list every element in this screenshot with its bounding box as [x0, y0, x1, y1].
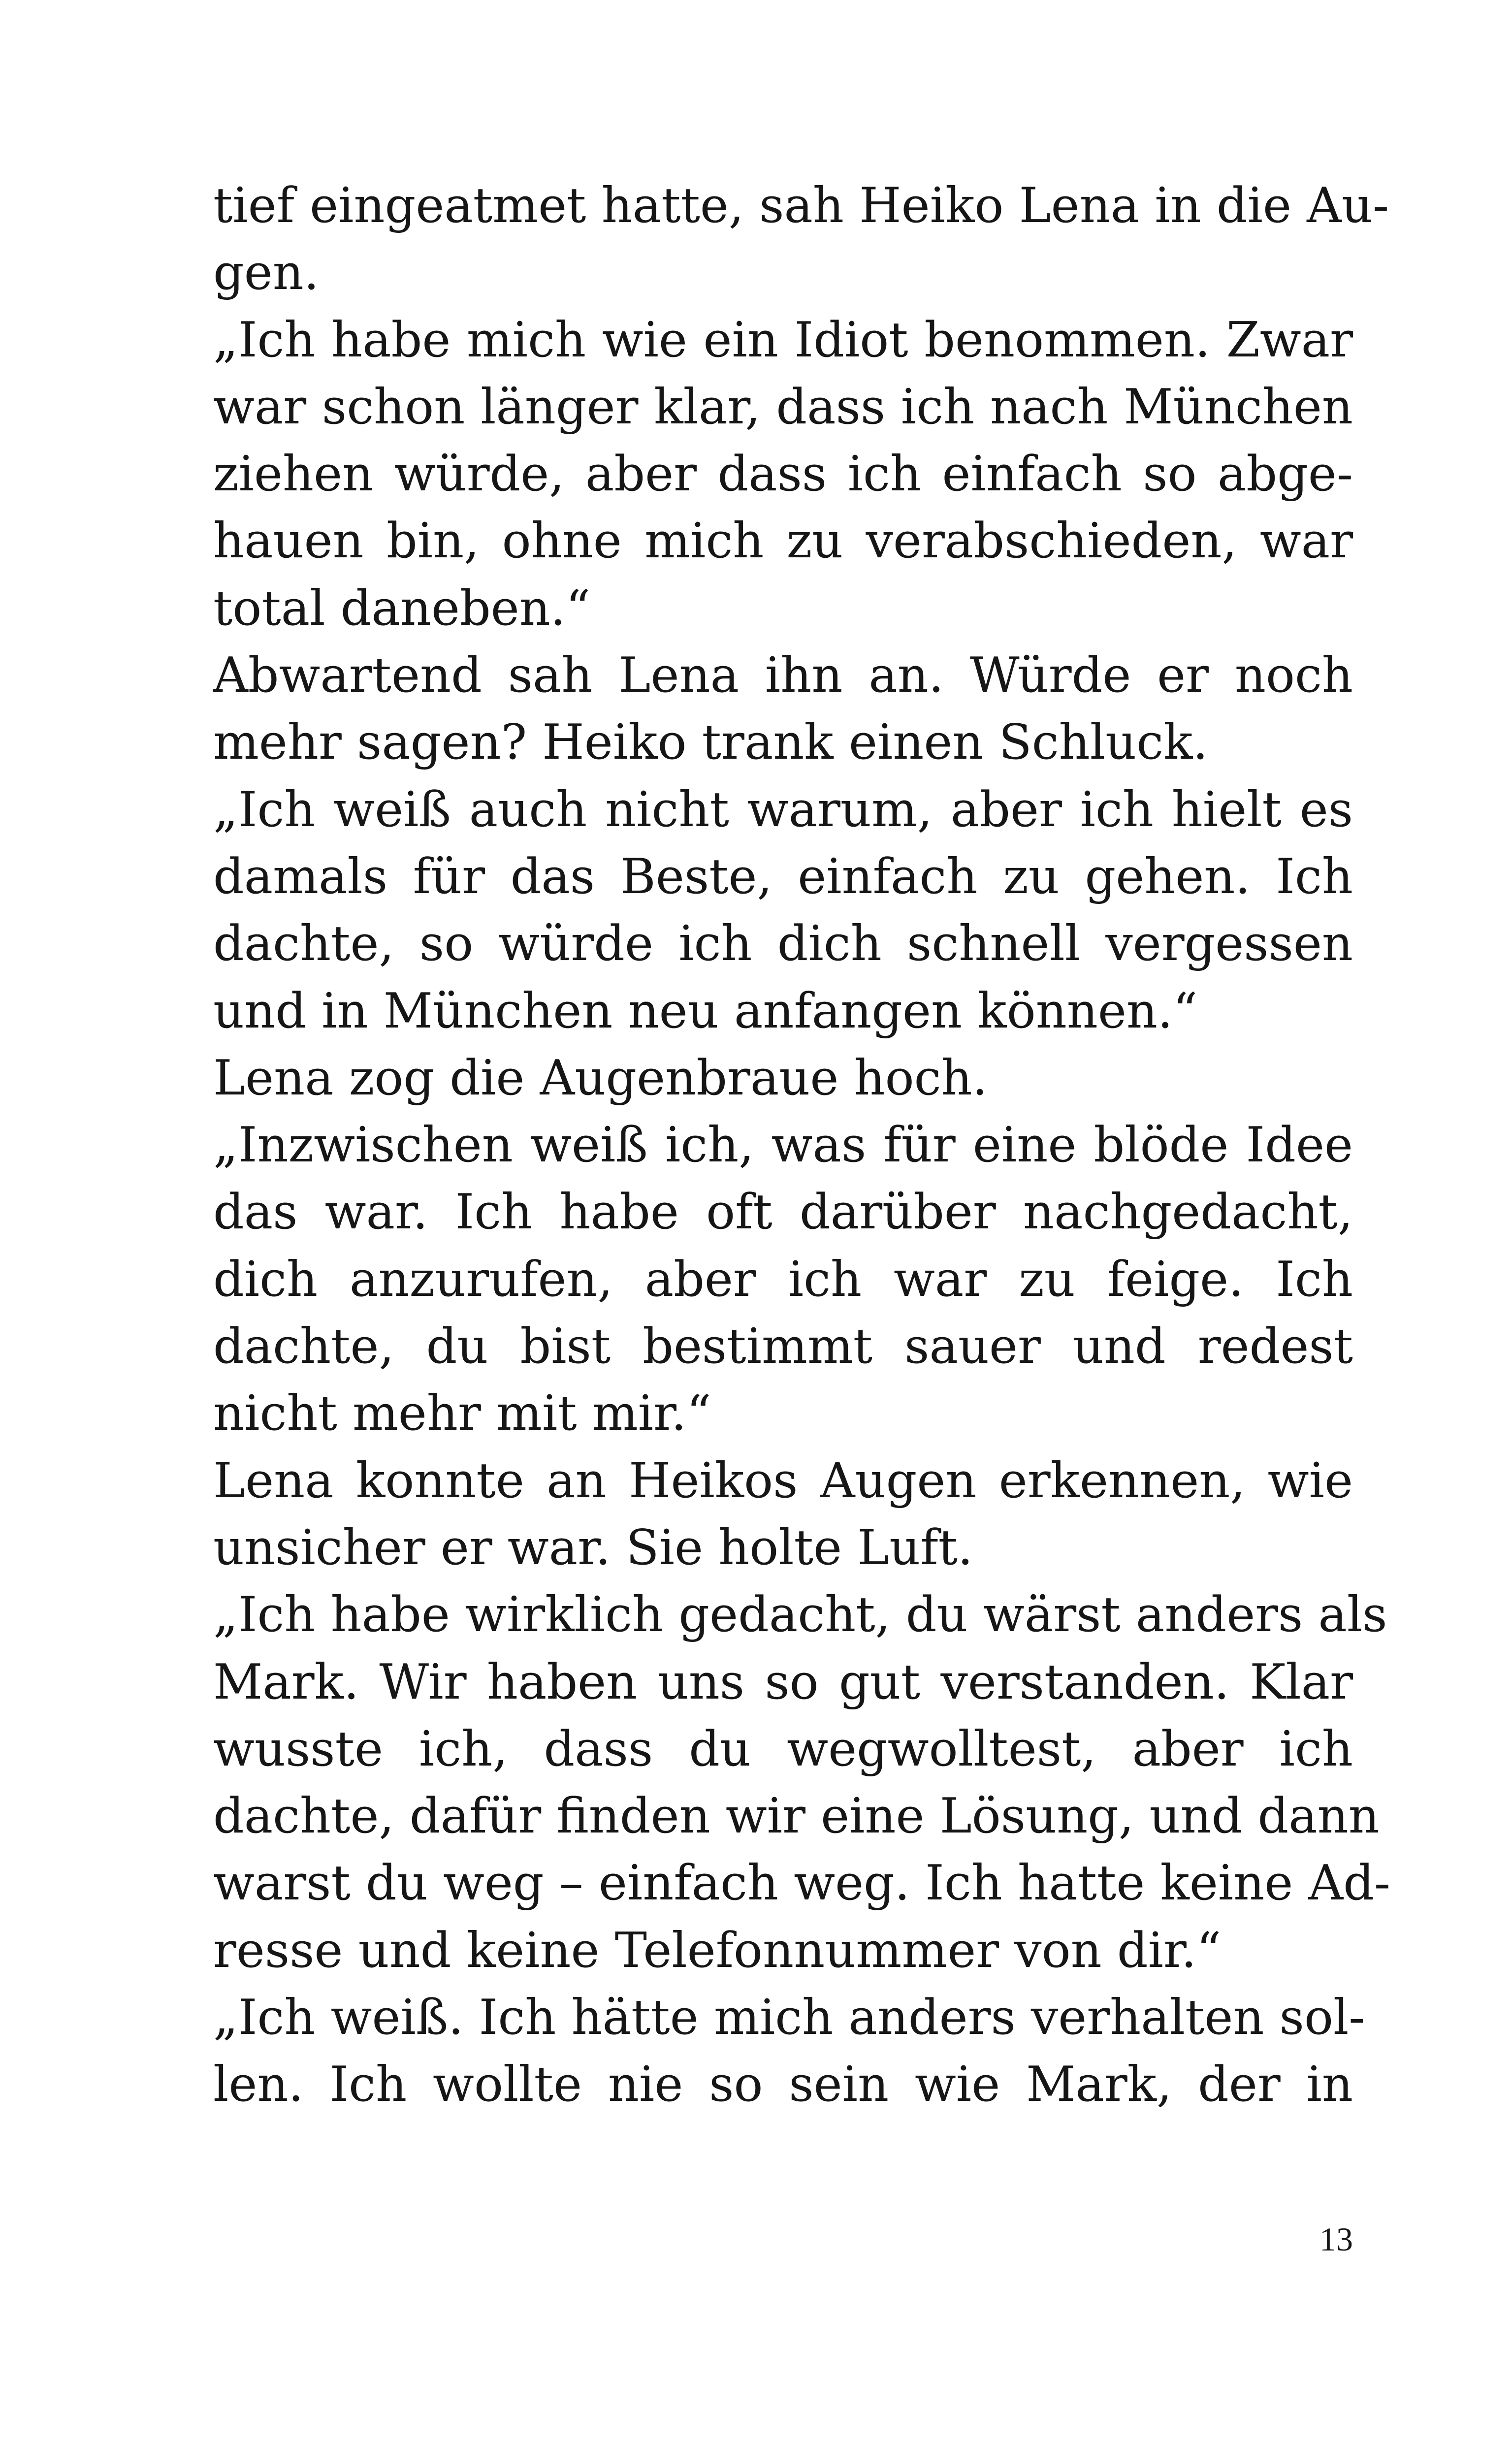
text-line: mehr sagen? Heiko trank einen Schluck.: [213, 714, 1208, 771]
text-line: warst du weg – einfach weg. Ich hatte keine Ad-: [213, 1855, 1391, 1912]
text-line: „Ich weiß auch nicht warum, aber ich hielt es: [213, 781, 1353, 838]
text-line: Lena konnte an Heikos Augen erkennen, wie: [213, 1452, 1353, 1509]
text-line: „Inzwischen weiß ich, was für eine blöde Idee: [213, 1117, 1353, 1174]
text-line: Lena zog die Augenbraue hoch.: [213, 1050, 988, 1106]
text-line: „Ich habe mich wie ein Idiot benommen. Zwar: [213, 312, 1353, 368]
text-line: nicht mehr mit mir.“: [213, 1385, 711, 1442]
page-number: 13: [1319, 2220, 1353, 2258]
text-line: wusste ich, dass du wegwolltest, aber ich: [213, 1721, 1353, 1777]
text-line: Abwartend sah Lena ihn an. Würde er noch: [213, 647, 1353, 704]
text-line: len. Ich wollte nie so sein wie Mark, der in: [213, 2057, 1353, 2113]
text-line: damals für das Beste, einfach zu gehen. Ich: [213, 848, 1353, 905]
text-line: „Ich habe wirklich gedacht, du wärst anders als: [213, 1587, 1387, 1643]
text-line: total daneben.“: [213, 580, 591, 637]
text-line: ziehen würde, aber dass ich einfach so abge-: [213, 446, 1353, 503]
text-line: Mark. Wir haben uns so gut verstanden. Klar: [213, 1654, 1353, 1710]
text-line: war schon länger klar, dass ich nach München: [213, 379, 1353, 435]
text-line: dachte, dafür finden wir eine Lösung, und dann: [213, 1788, 1380, 1845]
body-text: [213, 172, 1391, 2119]
text-line: dich anzurufen, aber ich war zu feige. Ich: [213, 1251, 1353, 1308]
text-line: dachte, du bist bestimmt sauer und redest: [213, 1318, 1353, 1375]
text-line: dachte, so würde ich dich schnell vergessen: [213, 916, 1353, 972]
text-line: hauen bin, ohne mich zu verabschieden, war: [213, 513, 1353, 570]
text-line: gen.: [213, 245, 319, 301]
text-line: resse und keine Telefonnummer von dir.“: [213, 1922, 1222, 1979]
text-line: unsicher er war. Sie holte Luft.: [213, 1519, 973, 1576]
text-line: tief eingeatmet hatte, sah Heiko Lena in die Au-: [213, 178, 1389, 234]
text-line: und in München neu anfangen können.“: [213, 983, 1198, 1039]
text-line: „Ich weiß. Ich hätte mich anders verhalten sol-: [213, 1990, 1365, 2046]
text-line: das war. Ich habe oft darüber nachgedacht,: [213, 1184, 1353, 1241]
